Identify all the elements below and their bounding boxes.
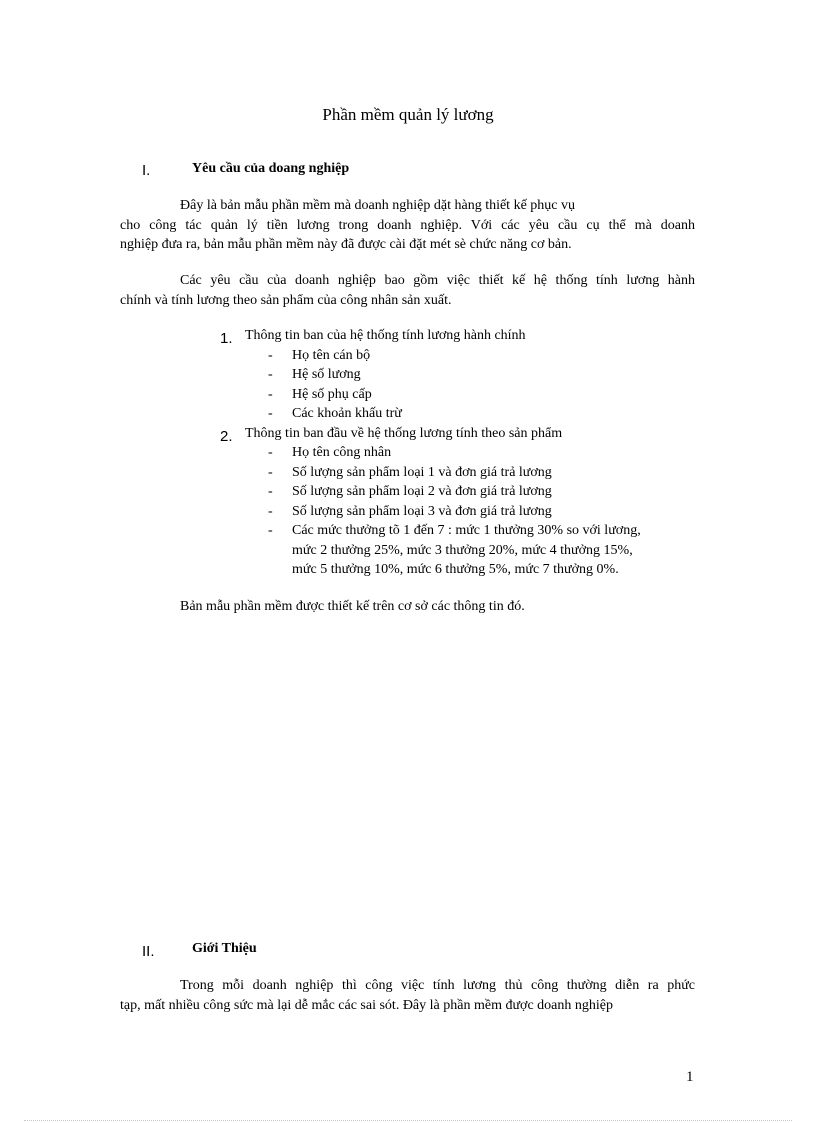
bullet-item: Hệ số lương	[292, 367, 361, 382]
section-1-heading: Yêu cầu của doang nghiệp	[192, 161, 350, 176]
bullet-dash: -	[268, 504, 273, 519]
bullet-item: Số lượng sản phẩm loại 3 và đơn giá trả lương	[292, 504, 552, 519]
document-title: Phần mềm quản lý lương	[322, 105, 494, 124]
bullet-item: Hệ số phụ cấp	[292, 387, 372, 402]
bullet-dash: -	[268, 523, 273, 538]
paragraph-line: chính và tính lương theo sản phẩm của công nhân sản xuất.	[120, 292, 452, 308]
section-2-paragraph-1	[120, 976, 695, 1015]
bullet-item-continued: mức 5 thưởng 10%, mức 6 thưởng 5%, mức 7 thưởng 0%.	[292, 562, 619, 577]
section-2-number: II.	[142, 943, 155, 960]
bullet-item: Số lượng sản phẩm loại 1 và đơn giá trả lương	[292, 465, 552, 480]
bullet-item-continued: mức 2 thưởng 25%, mức 3 thưởng 20%, mức 4 thưởng 15%,	[292, 543, 633, 558]
page-number: 1	[686, 1069, 694, 1085]
bullet-dash: -	[268, 387, 273, 402]
bullet-item: Các mức thưởng tõ 1 đến 7 : mức 1 thưởng 30% so với lương,	[292, 523, 641, 538]
section-1-paragraph-1	[120, 196, 695, 255]
bullet-dash: -	[268, 484, 273, 499]
paragraph-line: tạp, mất nhiều công sức mà lại dễ mắc các sai sót. Đây là phần mềm được doanh nghiệp	[120, 997, 613, 1013]
paragraph-line: cho công tác quản lý tiền lương trong doanh nghiệp. Với các yêu cầu cụ thể mà doanh	[120, 217, 695, 233]
list-item-2-text: Thông tin ban đầu về hệ thống lương tính theo sản phẩm	[245, 426, 563, 441]
paragraph-line: Trong mỗi doanh nghiệp thì công việc tính lương thủ công thường diễn ra phức	[180, 978, 695, 993]
section-1-closing: Bản mẫu phần mềm được thiết kế trên cơ sở các thông tin đó.	[180, 599, 525, 614]
paragraph-line: Đây là bản mẫu phần mềm mà doanh nghiệp dặt hàng thiết kế phục vụ	[180, 198, 576, 213]
paragraph-line: nghiệp đưa ra, bản mẫu phần mềm này đã được cài đặt mét sè chức năng cơ bản.	[120, 237, 572, 252]
list-number-1: 1.	[220, 330, 233, 347]
section-1-number: I.	[142, 162, 151, 179]
list-item-1-text: Thông tin ban của hệ thống tính lương hành chính	[245, 328, 526, 343]
bullet-dash: -	[268, 465, 273, 480]
bullet-dash: -	[268, 406, 273, 421]
bullet-item: Số lượng sản phẩm loại 2 và đơn giá trả lương	[292, 484, 552, 499]
section-1-paragraph-2	[120, 271, 695, 310]
bullet-item: Họ tên công nhân	[292, 445, 392, 460]
list-number-2: 2.	[220, 428, 233, 445]
bullet-dash: -	[268, 367, 273, 382]
bullet-item: Họ tên cán bộ	[292, 348, 371, 363]
bullet-dash: -	[268, 445, 273, 460]
paragraph-line: Các yêu cầu của doanh nghiệp bao gồm việc thiết kế hệ thống tính lương hành	[180, 273, 695, 288]
bullet-dash: -	[268, 348, 273, 363]
page-bottom-divider	[24, 1120, 792, 1121]
bullet-item: Các khoản khấu trừ	[292, 406, 402, 421]
section-2-heading: Giới Thiệu	[192, 941, 257, 956]
